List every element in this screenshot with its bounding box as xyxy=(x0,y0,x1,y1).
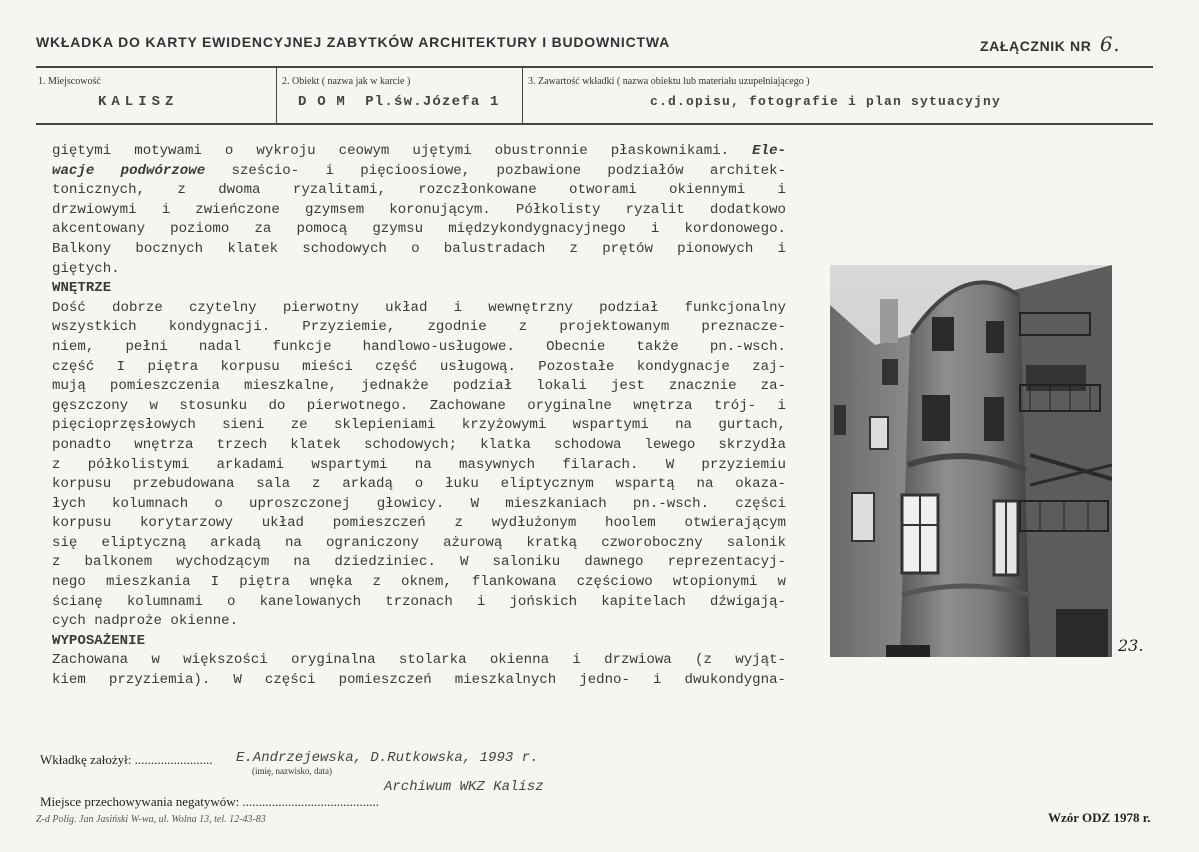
archive-value: Archiwum WKZ Kalisz xyxy=(384,779,544,795)
text-line: nego mieszkania I piętra wnęka z oknem, flankowana częściowo wtopionymi w xyxy=(52,574,786,591)
author-label: Wkładkę założył: ........................ xyxy=(40,752,213,767)
text-line: tonicznych, z dwoma ryzalitami, rozczłonkowane otworami okiennymi i xyxy=(52,182,786,199)
text-line: Dość dobrze czytelny pierwotny układ i wewnętrzny podział funkcjonalny xyxy=(52,299,786,316)
annex-number: 6. xyxy=(1099,32,1121,56)
text-line: z balkonem wychodzącym na dziedziniec. W saloniku dawnego reprezentacyj- xyxy=(52,554,786,571)
locality-value: KALISZ xyxy=(98,94,179,110)
text-line: wszystkich kondygnacji. Przyziemie, zgodnie z projektowanym preznacze- xyxy=(52,319,786,336)
author-hint: (imię, nazwisko, data) xyxy=(252,766,332,776)
text-line: wacje podwórzowe sześcio- i pięcioosiowe, pozbawione podziałów architek- xyxy=(52,162,786,179)
photo-number: 23. xyxy=(1118,636,1144,655)
locality-label: 1. Miejscowość xyxy=(38,76,101,87)
building-photo xyxy=(830,265,1112,657)
printer-imprint: Z-d Polig. Jan Jasiński W-wa, ul. Wolna 13, tel. 12-43-83 xyxy=(36,814,266,825)
text-line: Zachowana w większości oryginalna stolarka okienna i drzwiowa (z wyjąt- xyxy=(52,652,786,669)
form-title: WKŁADKA DO KARTY EWIDENCYJNEJ ZABYTKÓW ARCHITEKTURY I BUDOWNICTWA xyxy=(36,34,671,50)
object-value: D O M Pl.św.Józefa 1 xyxy=(298,94,500,110)
text-line: giętymi motywami o wykroju ceowym ujętymi obustronnie płaskownikami. Ele- xyxy=(52,143,786,159)
header-rule-top xyxy=(36,66,1153,68)
text-line: Balkony bocznych klatek schodowych o balustradach z prętów pionowych i xyxy=(52,240,786,257)
text-line: cych nadproże okienne. xyxy=(52,613,239,630)
text-line: mują pomieszczenia mieszkalne, jednakże podział lokali jest znacznie za- xyxy=(52,378,786,395)
text-line: ponadto wnętrza trzech klatek schodowych; klatka schodowa lewego skrzydła xyxy=(52,436,786,453)
text-line: się eliptyczną arkadą na ograniczony ażurową kratką czworoboczny salonik xyxy=(52,534,786,551)
text-line: giętych. xyxy=(52,260,120,277)
header-rule-bottom xyxy=(36,123,1153,125)
section-heading-furnishing: WYPOSAŻENIE xyxy=(52,632,146,649)
text-line: kiem przyziemia). W części pomieszczeń mieszkalnych jedno- i dwukondygna- xyxy=(52,672,786,689)
text-line: łych kolumnach o uproszczonej głowicy. W mieszkaniach pn.-wsch. części xyxy=(52,495,786,512)
negatives-label: Miejsce przechowywania negatywów: .......................................... xyxy=(40,794,380,809)
text-line: akcentowany poziomo za pomocą gzymsu międzykondygnacyjnego i kordonowego. xyxy=(52,221,786,238)
text-line: pięcioprzęsłowych sieni ze sklepieniami krzyżowymi wspartymi na gurtach, xyxy=(52,417,786,434)
content-label: 3. Zawartość wkładki ( nazwa obiektu lub materiału uzupełniającego ) xyxy=(528,76,810,87)
text-line: drzwiowymi i zwieńczone gzymsem koronującym. Półkolisty ryzalit dodatkowo xyxy=(52,201,786,218)
form-model: Wzór ODZ 1978 r. xyxy=(1048,810,1151,825)
author-value: E.Andrzejewska, D.Rutkowska, 1993 r. xyxy=(236,750,539,766)
description-text xyxy=(52,142,786,691)
field-divider-1 xyxy=(276,68,277,123)
object-label: 2. Obiekt ( nazwa jak w karcie ) xyxy=(282,76,411,87)
text-line: korpusu przebudowana sala z arkadą o łuku eliptycznym wspartą na okaza- xyxy=(52,476,786,493)
text-line: część I piętra korpusu mieści część usługową. Pozostałe kondygnacje zaj- xyxy=(52,358,786,375)
text-line: ścianę kolumnami o kanelowanych trzonach i jońskich kapitelach dźwigają- xyxy=(52,593,786,610)
section-heading-interior: WNĘTRZE xyxy=(52,280,112,297)
text-line: korpusu korytarzowy układ pomieszczeń z wydłużonym hoolem otwierającym xyxy=(52,515,786,532)
field-divider-2 xyxy=(522,68,523,123)
annex-label xyxy=(980,32,1120,56)
text-line: z półkolistymi arkadami wspartymi na masywnych filarach. W przyziemiu xyxy=(52,456,786,473)
text-line: gęszczony w stosunku do pierwotnego. Zachowane oryginalne wnętrza trój- i xyxy=(52,397,786,414)
content-value: c.d.opisu, fotografie i plan sytuacyjny xyxy=(650,94,1002,109)
text-line: niem, pełni nadal funkcje handlowo-usługowe. Obecnie także pn.-wsch. xyxy=(52,338,786,355)
annex-label-text: ZAŁĄCZNIK NR xyxy=(980,38,1092,54)
